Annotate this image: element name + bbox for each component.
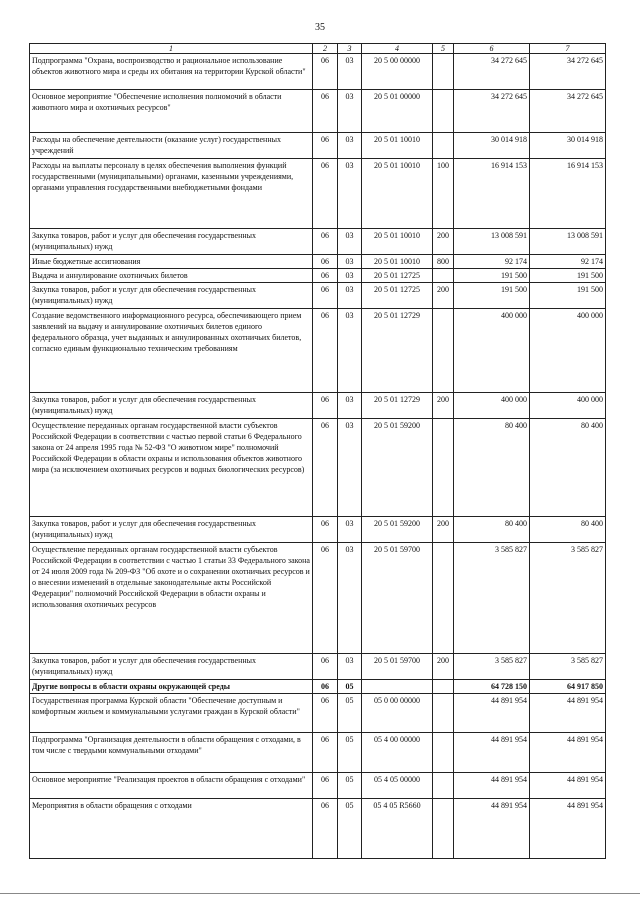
table-row <box>30 255 606 269</box>
row-name-cell: Расходы на выплаты персоналу в целях обеспечения выполнения функций государственными (муниципальными) органами, казенными учреждениями, органами управления государственными внебюджетными фондами <box>30 159 313 229</box>
section-code-cell: 06 <box>313 229 338 255</box>
row-name-cell: Закупка товаров, работ и услуг для обеспечения государственных (муниципальных) нужд <box>30 283 313 309</box>
section-code-cell: 06 <box>313 517 338 543</box>
amount-year1-cell: 92 174 <box>454 255 530 269</box>
row-name-cell: Создание ведомственного информационного ресурса, обеспечивающего прием заявлений на выдачу и аннулирование охотничьих билетов единого федерального образца, учет выданных и аннулированных охотничьих билетов, согласно единым функционально техническим требованиям <box>30 309 313 393</box>
target-article-cell: 05 4 00 00000 <box>362 733 433 773</box>
subsection-code-cell: 03 <box>338 543 362 654</box>
row-name-cell: Закупка товаров, работ и услуг для обеспечения государственных (муниципальных) нужд <box>30 393 313 419</box>
expense-type-cell: 200 <box>433 393 454 419</box>
expense-type-cell <box>433 799 454 859</box>
subsection-code-cell: 03 <box>338 419 362 517</box>
amount-year2-cell: 64 917 850 <box>530 680 606 694</box>
table-row <box>30 694 606 733</box>
expense-type-cell <box>433 419 454 517</box>
amount-year2-cell: 3 585 827 <box>530 654 606 680</box>
amount-year2-cell: 30 014 918 <box>530 133 606 159</box>
amount-year1-cell: 400 000 <box>454 393 530 419</box>
section-code-cell: 06 <box>313 90 338 133</box>
amount-year2-cell: 80 400 <box>530 517 606 543</box>
table-row <box>30 229 606 255</box>
expense-type-cell <box>433 54 454 90</box>
section-code-cell: 06 <box>313 393 338 419</box>
amount-year2-cell: 13 008 591 <box>530 229 606 255</box>
amount-year1-cell: 34 272 645 <box>454 90 530 133</box>
row-name-cell: Закупка товаров, работ и услуг для обеспечения государственных (муниципальных) нужд <box>30 229 313 255</box>
section-code-cell: 06 <box>313 309 338 393</box>
expense-type-cell <box>433 773 454 799</box>
subsection-code-cell: 05 <box>338 799 362 859</box>
amount-year2-cell: 191 500 <box>530 283 606 309</box>
amount-year2-cell: 44 891 954 <box>530 799 606 859</box>
subsection-code-cell: 03 <box>338 393 362 419</box>
row-name-cell: Расходы на обеспечение деятельности (оказание услуг) государственных учреждений <box>30 133 313 159</box>
amount-year2-cell: 3 585 827 <box>530 543 606 654</box>
section-code-cell: 06 <box>313 680 338 694</box>
amount-year1-cell: 3 585 827 <box>454 543 530 654</box>
column-header: 2 <box>313 44 338 54</box>
subsection-code-cell: 03 <box>338 229 362 255</box>
target-article-cell <box>362 680 433 694</box>
amount-year1-cell: 64 728 150 <box>454 680 530 694</box>
table-row <box>30 133 606 159</box>
amount-year1-cell: 44 891 954 <box>454 733 530 773</box>
subsection-code-cell: 03 <box>338 654 362 680</box>
table-row <box>30 283 606 309</box>
column-header: 7 <box>530 44 606 54</box>
table-row <box>30 733 606 773</box>
expense-type-cell <box>433 694 454 733</box>
row-name-cell: Подпрограмма "Организация деятельности в области обращения с отходами, в том числе с твердыми коммунальными отходами" <box>30 733 313 773</box>
subsection-code-cell: 03 <box>338 269 362 283</box>
section-code-cell: 06 <box>313 419 338 517</box>
row-name-cell: Государственная программа Курской области "Обеспечение доступным и комфортным жильем и коммунальными услугами граждан в Курской области" <box>30 694 313 733</box>
amount-year1-cell: 400 000 <box>454 309 530 393</box>
subsection-code-cell: 05 <box>338 773 362 799</box>
column-header: 6 <box>454 44 530 54</box>
section-code-cell: 06 <box>313 255 338 269</box>
subsection-code-cell: 03 <box>338 517 362 543</box>
amount-year1-cell: 44 891 954 <box>454 799 530 859</box>
amount-year2-cell: 44 891 954 <box>530 694 606 733</box>
row-name-cell: Основное мероприятие "Обеспечение исполнения полномочий в области животного мира и охотничьих ресурсов" <box>30 90 313 133</box>
target-article-cell: 05 4 05 00000 <box>362 773 433 799</box>
column-header: 4 <box>362 44 433 54</box>
row-name-cell: Выдача и аннулирование охотничьих билетов <box>30 269 313 283</box>
row-name-cell: Мероприятия в области обращения с отходами <box>30 799 313 859</box>
table-row <box>30 269 606 283</box>
amount-year1-cell: 16 914 153 <box>454 159 530 229</box>
amount-year2-cell: 34 272 645 <box>530 90 606 133</box>
amount-year2-cell: 400 000 <box>530 393 606 419</box>
subsection-code-cell: 03 <box>338 283 362 309</box>
section-code-cell: 06 <box>313 694 338 733</box>
amount-year1-cell: 80 400 <box>454 419 530 517</box>
row-name-cell: Закупка товаров, работ и услуг для обеспечения государственных (муниципальных) нужд <box>30 654 313 680</box>
amount-year1-cell: 44 891 954 <box>454 694 530 733</box>
expense-type-cell <box>433 90 454 133</box>
expense-type-cell <box>433 309 454 393</box>
amount-year1-cell: 191 500 <box>454 283 530 309</box>
amount-year2-cell: 191 500 <box>530 269 606 283</box>
subsection-code-cell: 03 <box>338 90 362 133</box>
amount-year1-cell: 191 500 <box>454 269 530 283</box>
table-row <box>30 309 606 393</box>
section-code-cell: 06 <box>313 159 338 229</box>
amount-year1-cell: 30 014 918 <box>454 133 530 159</box>
section-code-cell: 06 <box>313 283 338 309</box>
table-header-row <box>30 44 606 54</box>
target-article-cell: 05 4 05 R5660 <box>362 799 433 859</box>
subsection-code-cell: 03 <box>338 159 362 229</box>
target-article-cell: 20 5 01 12725 <box>362 283 433 309</box>
row-name-cell: Закупка товаров, работ и услуг для обеспечения государственных (муниципальных) нужд <box>30 517 313 543</box>
target-article-cell: 20 5 01 10010 <box>362 159 433 229</box>
target-article-cell: 20 5 01 12729 <box>362 393 433 419</box>
subsection-code-cell: 03 <box>338 54 362 90</box>
table-row <box>30 543 606 654</box>
amount-year2-cell: 16 914 153 <box>530 159 606 229</box>
row-name-cell: Осуществление переданных органам государственной власти субъектов Российской Федерации в соответствии с частью первой статьи 6 Федерального закона от 24 апреля 1995 года № 52-ФЗ "О животном мире" полномочий Российской Федерации в области охраны и использования объектов животного мира (за исключением охотничьих ресурсов и водных биологических ресурсов) <box>30 419 313 517</box>
subsection-code-cell: 05 <box>338 733 362 773</box>
table-row <box>30 419 606 517</box>
target-article-cell: 20 5 01 10010 <box>362 133 433 159</box>
target-article-cell: 05 0 00 00000 <box>362 694 433 733</box>
section-code-cell: 06 <box>313 133 338 159</box>
table-row <box>30 773 606 799</box>
expense-type-cell: 200 <box>433 517 454 543</box>
expense-type-cell: 100 <box>433 159 454 229</box>
target-article-cell: 20 5 01 59700 <box>362 543 433 654</box>
table-row <box>30 90 606 133</box>
column-header: 1 <box>30 44 313 54</box>
amount-year1-cell: 13 008 591 <box>454 229 530 255</box>
table-row <box>30 799 606 859</box>
row-name-cell: Иные бюджетные ассигнования <box>30 255 313 269</box>
target-article-cell: 20 5 01 59700 <box>362 654 433 680</box>
row-name-cell: Основное мероприятие "Реализация проектов в области обращения с отходами" <box>30 773 313 799</box>
target-article-cell: 20 5 01 00000 <box>362 90 433 133</box>
target-article-cell: 20 5 01 12729 <box>362 309 433 393</box>
section-code-cell: 06 <box>313 543 338 654</box>
amount-year1-cell: 44 891 954 <box>454 773 530 799</box>
amount-year2-cell: 44 891 954 <box>530 733 606 773</box>
target-article-cell: 20 5 01 59200 <box>362 419 433 517</box>
expense-type-cell <box>433 269 454 283</box>
expense-type-cell: 800 <box>433 255 454 269</box>
row-name-cell: Подпрограмма "Охрана, воспроизводство и рациональное использование объектов животного мира и среды их обитания на территории Курской области" <box>30 54 313 90</box>
column-header: 5 <box>433 44 454 54</box>
target-article-cell: 20 5 01 12725 <box>362 269 433 283</box>
amount-year2-cell: 80 400 <box>530 419 606 517</box>
target-article-cell: 20 5 01 10010 <box>362 229 433 255</box>
target-article-cell: 20 5 01 59200 <box>362 517 433 543</box>
section-code-cell: 06 <box>313 799 338 859</box>
subsection-code-cell: 03 <box>338 309 362 393</box>
table-row <box>30 54 606 90</box>
subsection-code-cell: 05 <box>338 680 362 694</box>
table-row <box>30 517 606 543</box>
section-code-cell: 06 <box>313 733 338 773</box>
expense-type-cell: 200 <box>433 654 454 680</box>
amount-year1-cell: 3 585 827 <box>454 654 530 680</box>
expense-type-cell <box>433 733 454 773</box>
row-name-cell: Осуществление переданных органам государственной власти субъектов Российской Федерации в соответствии с частью 1 статьи 33 Федерального закона от 24 июля 2009 года № 209-ФЗ "Об охоте и о сохранении охотничьих ресурсов и о внесении изменений в отдельные законодательные акты Российской Федерации" полномочий Российской Федерации в области охраны и использования охотничьих ресурсов <box>30 543 313 654</box>
amount-year2-cell: 92 174 <box>530 255 606 269</box>
section-code-cell: 06 <box>313 54 338 90</box>
table-row <box>30 680 606 694</box>
amount-year1-cell: 34 272 645 <box>454 54 530 90</box>
subsection-code-cell: 03 <box>338 255 362 269</box>
subsection-code-cell: 05 <box>338 694 362 733</box>
section-code-cell: 06 <box>313 654 338 680</box>
expense-type-cell: 200 <box>433 283 454 309</box>
target-article-cell: 20 5 00 00000 <box>362 54 433 90</box>
table-body <box>30 54 606 859</box>
expense-type-cell: 200 <box>433 229 454 255</box>
page-number: 35 <box>315 22 325 33</box>
amount-year2-cell: 44 891 954 <box>530 773 606 799</box>
amount-year2-cell: 34 272 645 <box>530 54 606 90</box>
amount-year1-cell: 80 400 <box>454 517 530 543</box>
expense-type-cell <box>433 133 454 159</box>
expense-type-cell <box>433 680 454 694</box>
page-bottom-rule <box>0 893 640 894</box>
section-code-cell: 06 <box>313 773 338 799</box>
target-article-cell: 20 5 01 10010 <box>362 255 433 269</box>
table-row <box>30 393 606 419</box>
column-header: 3 <box>338 44 362 54</box>
expense-type-cell <box>433 543 454 654</box>
row-name-cell: Другие вопросы в области охраны окружающей среды <box>30 680 313 694</box>
subsection-code-cell: 03 <box>338 133 362 159</box>
budget-table <box>29 43 606 859</box>
section-code-cell: 06 <box>313 269 338 283</box>
table-row <box>30 159 606 229</box>
table-row <box>30 654 606 680</box>
amount-year2-cell: 400 000 <box>530 309 606 393</box>
